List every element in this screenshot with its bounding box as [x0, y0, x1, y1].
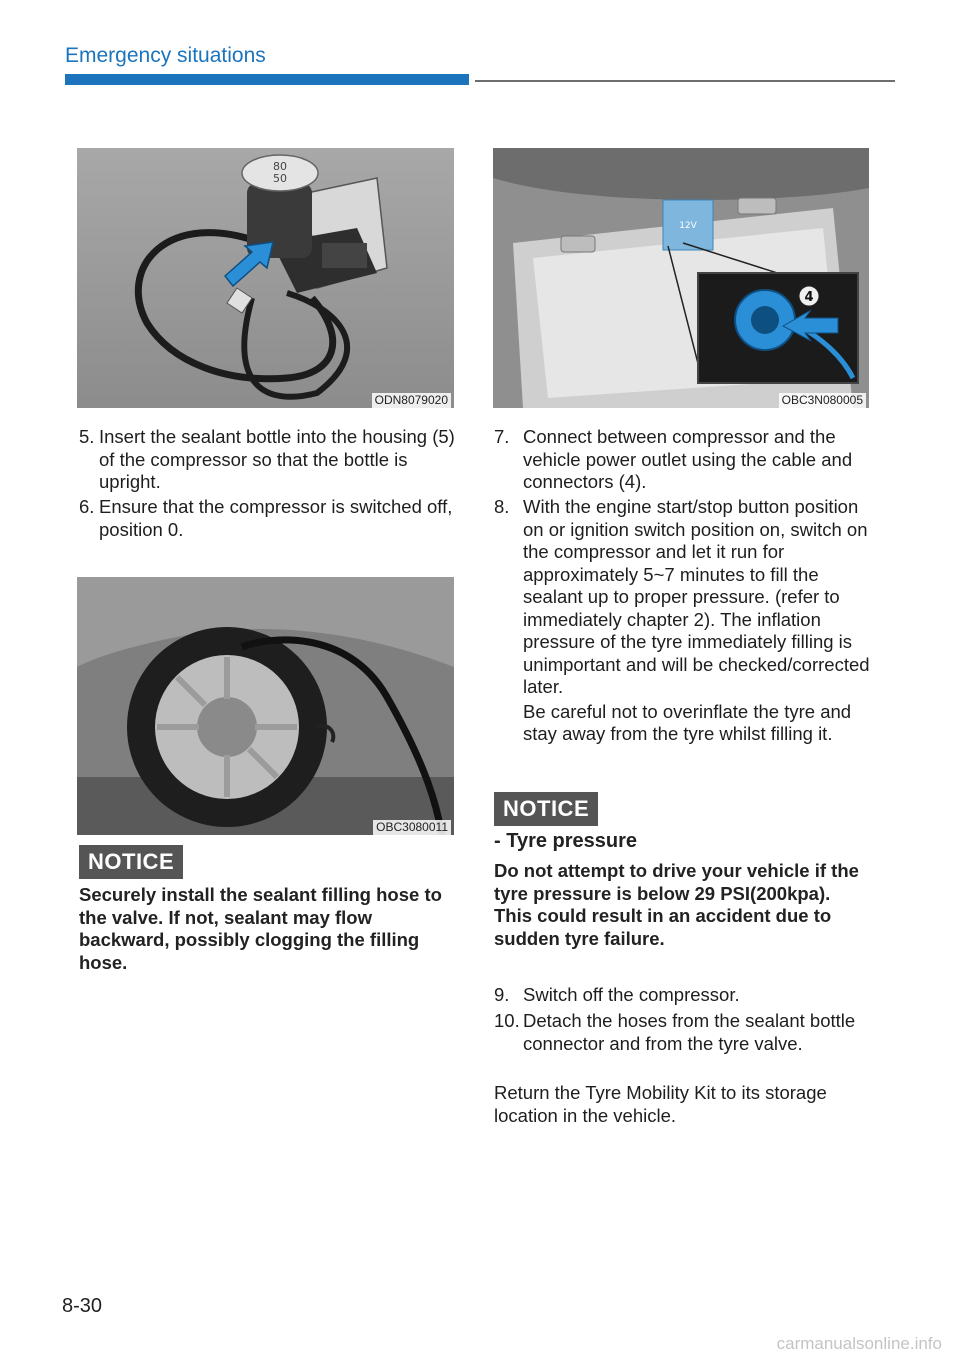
- step-7: [494, 426, 874, 494]
- socket-label: 12V: [679, 221, 697, 231]
- figure-code: OBC3080011: [373, 820, 451, 835]
- step-text: Insert the sealant bottle into the housing (5) of the compressor so that the bottle is upright.: [99, 426, 455, 492]
- step-6: [79, 496, 459, 541]
- tyre-valve-illustration: [77, 577, 454, 835]
- step-text: Ensure that the compressor is switched off, position 0.: [99, 496, 453, 540]
- figure-code: ODN8079020: [372, 393, 451, 408]
- step-number: 9.: [494, 984, 510, 1005]
- dial-mark-50: 50: [273, 172, 287, 185]
- step-caution: Be careful not to overinflate the tyre and stay away from the tyre whilst filling it.: [523, 700, 852, 744]
- notice-badge: NOTICE: [494, 792, 598, 826]
- step-number: 8.: [494, 496, 510, 517]
- step-text: With the engine start/stop button position on or ignition switch position on, switch on the compressor and let it run for approximately 5~7 minutes to fill the sealant up to proper pressure. (refer to immediately chapter 2). The inflation pressure of the tyre immediately filling is unimportant and will be checked/corrected later.: [523, 496, 870, 697]
- power-outlet-illustration: [493, 148, 869, 408]
- step-text: Switch off the compressor.: [523, 984, 740, 1005]
- notice-text: Securely install the sealant filling hose to the valve. If not, sealant may flow backward, possibly clogging the filling hose.: [79, 884, 442, 973]
- step-number: 5.: [79, 426, 95, 447]
- step-8: [494, 496, 874, 746]
- figure-power-outlet: [493, 148, 869, 408]
- section-title: Emergency situations: [65, 44, 266, 67]
- step-5: [79, 426, 459, 494]
- step-text: Detach the hoses from the sealant bottle connector and from the tyre valve.: [523, 1010, 856, 1054]
- header-divider: [475, 80, 895, 82]
- notice-badge: NOTICE: [79, 845, 183, 879]
- figure-tyre-valve: [77, 577, 454, 835]
- dial-mark-80: 80: [273, 160, 287, 173]
- step-9: [494, 984, 874, 1007]
- closing-paragraph: Return the Tyre Mobility Kit to its storage location in the vehicle.: [494, 1082, 827, 1126]
- page-number: 8-30: [62, 1295, 103, 1317]
- step-number: 10.: [494, 1010, 520, 1031]
- header-accent-bar: [65, 74, 469, 85]
- step-number: 6.: [79, 496, 95, 517]
- callout-number: 4: [804, 290, 814, 305]
- step-10: [494, 1010, 874, 1055]
- figure-compressor-bottle: [77, 148, 454, 408]
- step-number: 7.: [494, 426, 510, 447]
- watermark: carmanualsonline.info: [776, 1334, 942, 1353]
- notice-subtitle: - Tyre pressure: [494, 830, 638, 852]
- notice-text: Do not attempt to drive your vehicle if the tyre pressure is below 29 PSI(200kpa). This could result in an accident due to sudden tyre failure.: [494, 860, 859, 949]
- compressor-illustration: [77, 148, 454, 408]
- figure-code: OBC3N080005: [779, 393, 866, 408]
- step-text: Connect between compressor and the vehicle power outlet using the cable and connectors (4).: [523, 426, 853, 492]
